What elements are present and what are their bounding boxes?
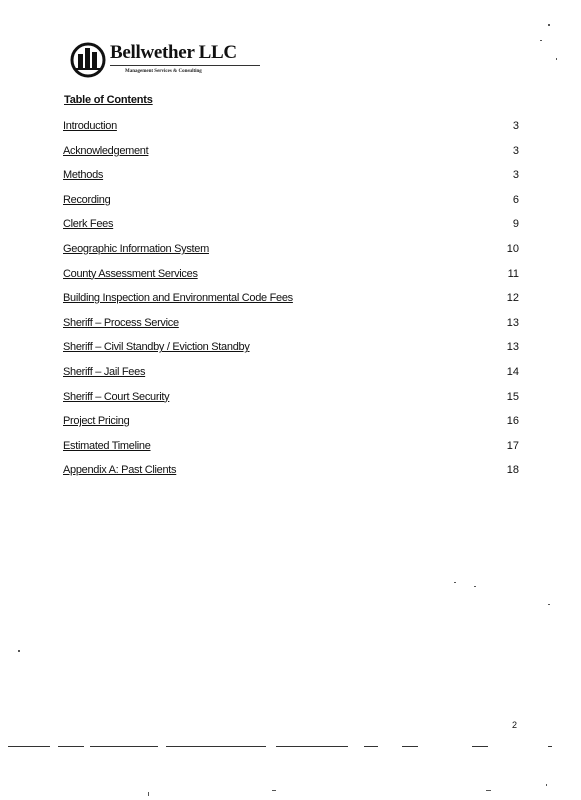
toc-entry-label[interactable]: Introduction bbox=[63, 120, 117, 132]
toc-heading: Table of Contents bbox=[64, 94, 153, 106]
toc-entry-page-number: 13 bbox=[506, 341, 519, 354]
toc-entry-page-number: 17 bbox=[506, 439, 519, 452]
toc-entry-page-number: 14 bbox=[506, 366, 519, 378]
toc-entry-label[interactable]: Project Pricing bbox=[63, 415, 130, 428]
toc-entry[interactable] bbox=[0, 243, 581, 259]
toc-entry-label[interactable]: Building Inspection and Environmental Code Fees bbox=[63, 292, 293, 305]
logo-company-name: Bellwether LLC bbox=[110, 42, 237, 63]
scan-rule-fragment bbox=[58, 746, 84, 747]
toc-entry-page-number: 3 bbox=[512, 144, 519, 157]
scan-rule-fragment bbox=[276, 746, 348, 747]
toc-entry-page-number: 16 bbox=[506, 415, 519, 428]
scan-speck bbox=[486, 790, 491, 791]
scan-speck bbox=[546, 784, 547, 786]
scan-speck bbox=[18, 650, 20, 652]
toc-entry[interactable] bbox=[0, 317, 581, 333]
toc-entry-label[interactable]: Acknowledgement bbox=[63, 144, 149, 157]
scan-rule-fragment bbox=[166, 746, 266, 747]
toc-entry[interactable] bbox=[0, 464, 581, 480]
toc-entry-label[interactable]: Appendix A: Past Clients bbox=[63, 464, 177, 477]
scan-speck bbox=[148, 792, 149, 796]
toc-entry-label[interactable]: Sheriff – Civil Standby / Eviction Standby bbox=[63, 341, 250, 354]
toc-entry-label[interactable]: Sheriff – Jail Fees bbox=[63, 366, 146, 378]
toc-entry[interactable] bbox=[0, 391, 581, 407]
toc-entry[interactable] bbox=[0, 366, 581, 382]
scan-rule-fragment bbox=[472, 746, 488, 747]
toc-entry-label[interactable]: County Assessment Services bbox=[63, 267, 198, 280]
toc-entry[interactable] bbox=[0, 218, 581, 234]
toc-entry[interactable] bbox=[0, 292, 581, 308]
scan-rule-fragment bbox=[8, 746, 50, 747]
toc-entry-page-number: 3 bbox=[512, 120, 519, 132]
toc-entry-page-number: 15 bbox=[506, 390, 519, 403]
scan-speck bbox=[548, 24, 550, 26]
scan-speck bbox=[540, 40, 542, 41]
toc-entry[interactable] bbox=[0, 145, 581, 161]
toc-entry[interactable] bbox=[0, 169, 581, 185]
toc-entry-page-number: 3 bbox=[512, 169, 519, 182]
logo-divider bbox=[110, 65, 260, 66]
logo-tagline: Management Services & Consulting bbox=[125, 69, 202, 74]
scan-speck bbox=[548, 604, 550, 605]
scan-rule-fragment bbox=[402, 746, 418, 747]
toc-entry-label[interactable]: Geographic Information System bbox=[63, 243, 209, 255]
bellwether-logo-icon bbox=[68, 38, 108, 78]
page-number: 2 bbox=[512, 720, 518, 730]
toc-entry-label[interactable]: Sheriff – Process Service bbox=[63, 316, 179, 329]
toc-entry[interactable] bbox=[0, 268, 581, 284]
toc-entry-page-number: 12 bbox=[506, 292, 519, 305]
scan-speck bbox=[474, 586, 476, 587]
scan-rule-fragment bbox=[548, 746, 552, 747]
scan-speck bbox=[454, 582, 456, 583]
toc-entry-page-number: 9 bbox=[512, 218, 519, 231]
scan-rule-fragment bbox=[364, 746, 378, 747]
toc-entry[interactable] bbox=[0, 440, 581, 456]
toc-entry-page-number: 13 bbox=[506, 316, 519, 329]
toc-entry-label[interactable]: Recording bbox=[63, 193, 111, 206]
toc-entry[interactable] bbox=[0, 120, 581, 136]
scan-speck bbox=[272, 790, 276, 791]
scan-rule-fragment bbox=[90, 746, 158, 747]
company-logo bbox=[68, 38, 258, 86]
scan-speck bbox=[556, 58, 557, 60]
toc-entry[interactable] bbox=[0, 194, 581, 210]
toc-entry-page-number: 6 bbox=[512, 193, 519, 206]
toc-entry-page-number: 10 bbox=[506, 243, 519, 255]
toc-entry-label[interactable]: Clerk Fees bbox=[63, 218, 114, 231]
toc-entry-label[interactable]: Estimated Timeline bbox=[63, 439, 151, 452]
toc-entry[interactable] bbox=[0, 415, 581, 431]
toc-entry[interactable] bbox=[0, 341, 581, 357]
toc-entry-label[interactable]: Sheriff – Court Security bbox=[63, 390, 170, 403]
toc-entry-page-number: 11 bbox=[507, 267, 519, 280]
toc-entry-page-number: 18 bbox=[506, 464, 519, 477]
toc-entry-label[interactable]: Methods bbox=[63, 169, 104, 182]
